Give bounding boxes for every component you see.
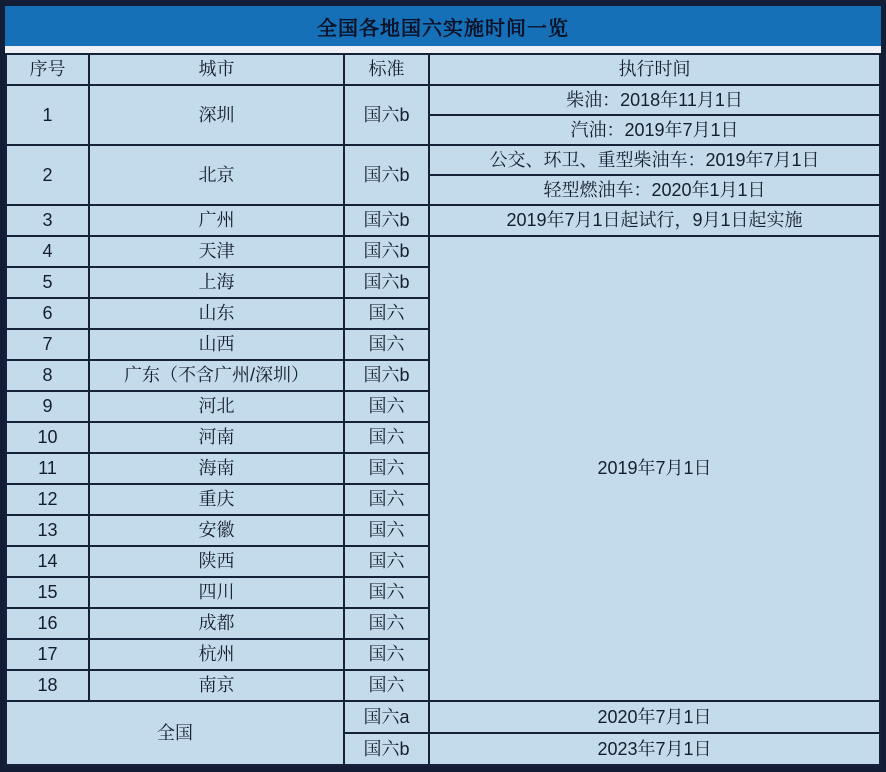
cell-standard: 国六: [344, 515, 429, 546]
cell-standard: 国六: [344, 484, 429, 515]
cell-city: 陕西: [89, 546, 344, 577]
cell-city: 北京: [89, 145, 344, 205]
cell-no: 5: [6, 267, 89, 298]
cell-no: 15: [6, 577, 89, 608]
cell-no: 8: [6, 360, 89, 391]
cell-city: 河南: [89, 422, 344, 453]
cell-standard: 国六a: [344, 701, 429, 733]
cell-city: 天津: [89, 236, 344, 267]
cell-standard: 国六b: [344, 733, 429, 765]
cell-city-national: 全国: [6, 701, 344, 765]
cell-no: 13: [6, 515, 89, 546]
cell-standard: 国六b: [344, 145, 429, 205]
cell-standard: 国六: [344, 546, 429, 577]
cell-standard: 国六: [344, 639, 429, 670]
cell-standard: 国六: [344, 422, 429, 453]
cell-time: 2020年7月1日: [429, 701, 880, 733]
cell-standard: 国六: [344, 391, 429, 422]
table-row: [6, 236, 880, 267]
cell-city: 南京: [89, 670, 344, 701]
cell-no: 10: [6, 422, 89, 453]
title-bar: [5, 6, 881, 46]
header-time: 执行时间: [429, 54, 880, 85]
cell-time: 2019年7月1日起试行，9月1日起实施: [429, 205, 880, 236]
cell-time: 柴油：2018年11月1日: [429, 85, 880, 115]
cell-no: 17: [6, 639, 89, 670]
table-row: [6, 701, 880, 733]
table-row: [6, 145, 880, 175]
cell-standard: 国六: [344, 329, 429, 360]
page-title: 全国各地国六实施时间一览: [317, 17, 569, 40]
cell-no: 9: [6, 391, 89, 422]
cell-no: 3: [6, 205, 89, 236]
header-standard: 标准: [344, 54, 429, 85]
cell-time: 轻型燃油车：2020年1月1日: [429, 175, 880, 205]
cell-no: 14: [6, 546, 89, 577]
cell-city: 杭州: [89, 639, 344, 670]
cell-time-merged: 2019年7月1日: [429, 236, 880, 701]
cell-time: 2023年7月1日: [429, 733, 880, 765]
cell-standard: 国六b: [344, 85, 429, 145]
cell-city: 广东（不含广州/深圳）: [89, 360, 344, 391]
cell-standard: 国六b: [344, 267, 429, 298]
cell-standard: 国六: [344, 608, 429, 639]
cell-standard: 国六: [344, 577, 429, 608]
cell-no: 16: [6, 608, 89, 639]
cell-no: 7: [6, 329, 89, 360]
cell-no: 4: [6, 236, 89, 267]
cell-city: 山东: [89, 298, 344, 329]
cell-city: 安徽: [89, 515, 344, 546]
cell-no: 1: [6, 85, 89, 145]
cell-city: 海南: [89, 453, 344, 484]
table-row: [6, 205, 880, 236]
cell-no: 2: [6, 145, 89, 205]
cell-city: 河北: [89, 391, 344, 422]
cell-time: 公交、环卫、重型柴油车：2019年7月1日: [429, 145, 880, 175]
title-divider: [5, 46, 881, 53]
cell-standard: 国六: [344, 298, 429, 329]
cell-city: 重庆: [89, 484, 344, 515]
cell-standard: 国六: [344, 670, 429, 701]
cell-no: 12: [6, 484, 89, 515]
cell-city: 成都: [89, 608, 344, 639]
header-city: 城市: [89, 54, 344, 85]
emission-schedule-table: [5, 53, 881, 766]
cell-city: 深圳: [89, 85, 344, 145]
cell-standard: 国六b: [344, 205, 429, 236]
cell-time: 汽油：2019年7月1日: [429, 115, 880, 145]
table-header-row: [6, 54, 880, 85]
cell-no: 6: [6, 298, 89, 329]
cell-city: 广州: [89, 205, 344, 236]
cell-standard: 国六b: [344, 236, 429, 267]
cell-standard: 国六: [344, 453, 429, 484]
table-row: [6, 85, 880, 115]
cell-city: 四川: [89, 577, 344, 608]
cell-no: 11: [6, 453, 89, 484]
cell-city: 山西: [89, 329, 344, 360]
header-no: 序号: [6, 54, 89, 85]
cell-standard: 国六b: [344, 360, 429, 391]
cell-no: 18: [6, 670, 89, 701]
cell-city: 上海: [89, 267, 344, 298]
